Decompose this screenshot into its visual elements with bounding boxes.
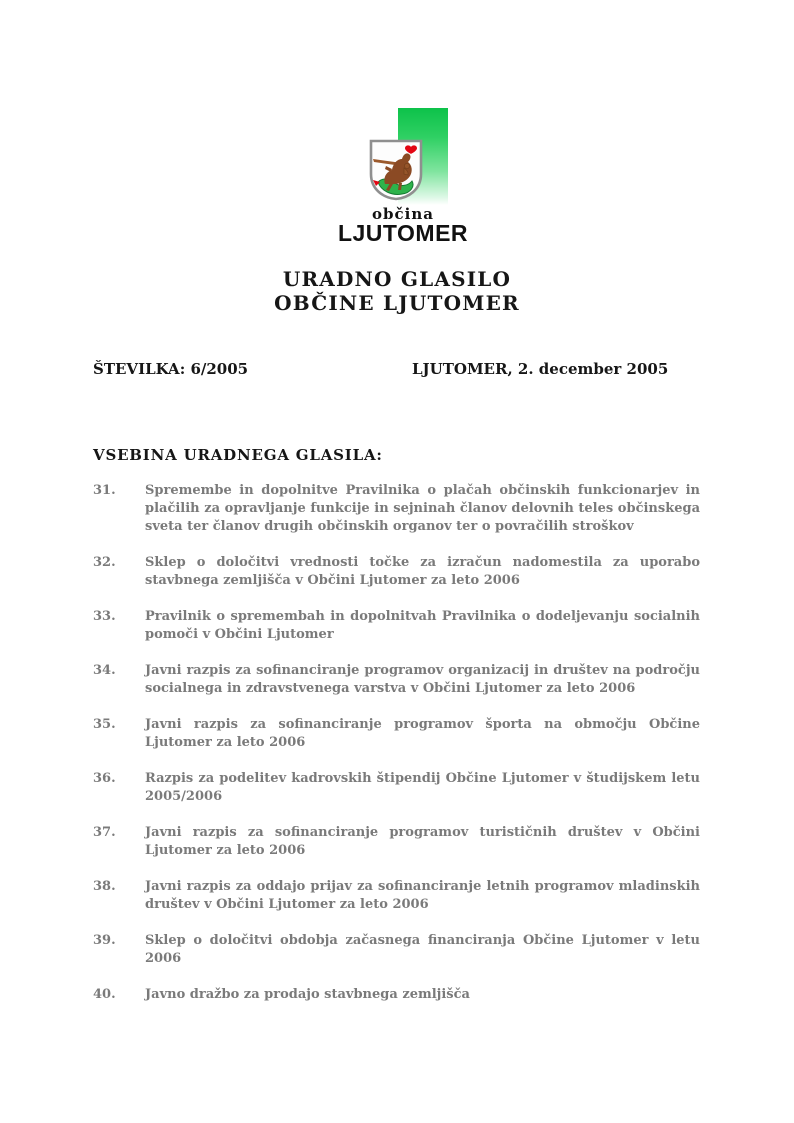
toc-item-number: 35. bbox=[93, 717, 116, 732]
toc-item bbox=[93, 482, 700, 536]
contents-list bbox=[93, 482, 700, 1022]
municipality-logo bbox=[337, 107, 469, 247]
toc-item-number: 32. bbox=[93, 555, 116, 570]
toc-item-text: Spremembe in dopolnitve Pravilnika o plačah občinskih funkcionarjev in plačilih za opravljanje funkcije in sejninah članov delovnih teles občinskega sveta ter članov drugih občinskih organov ter o povračilih stroškov bbox=[145, 483, 700, 534]
issue-meta-row bbox=[0, 360, 794, 380]
toc-item-text: Javni razpis za sofinanciranje programov organizacij in društev na področju socialnega in zdravstvenega varstva v Občini Ljutomer za leto 2006 bbox=[145, 663, 700, 696]
toc-item bbox=[93, 878, 700, 914]
issue-number: ŠTEVILKA: 6/2005 bbox=[93, 360, 249, 378]
toc-item-text: Javni razpis za sofinanciranje programov športa na območju Občine Ljutomer za leto 2006 bbox=[145, 717, 700, 750]
toc-item-number: 33. bbox=[93, 609, 116, 624]
document-title-line1: URADNO GLASILO bbox=[282, 267, 512, 291]
toc-item-text: Javno dražbo za prodajo stavbnega zemljišča bbox=[145, 987, 470, 1002]
toc-item-number: 31. bbox=[93, 483, 116, 498]
toc-item-number: 34. bbox=[93, 663, 116, 678]
logo-municipality-label: občina bbox=[372, 205, 434, 223]
toc-item-text: Javni razpis za oddajo prijav za sofinanciranje letnih programov mladinskih društev v Občini Ljutomer za leto 2006 bbox=[145, 879, 700, 912]
toc-item-text: Sklep o določitvi obdobja začasnega financiranja Občine Ljutomer v letu 2006 bbox=[145, 933, 700, 966]
logo-municipality-name: LJUTOMER bbox=[337, 220, 469, 246]
toc-item-text: Sklep o določitvi vrednosti točke za izračun nadomestila za uporabo stavbnega zemljišča v Občini Ljutomer za leto 2006 bbox=[145, 555, 700, 588]
toc-item bbox=[93, 932, 700, 968]
toc-item-number: 37. bbox=[93, 825, 116, 840]
toc-item-number: 36. bbox=[93, 771, 116, 786]
toc-item-number: 39. bbox=[93, 933, 116, 948]
toc-item-text: Razpis za podelitev kadrovskih štipendij Občine Ljutomer v študijskem letu 2005/2006 bbox=[145, 771, 700, 804]
toc-item-text: Pravilnik o spremembah in dopolnitvah Pravilnika o dodeljevanju socialnih pomoči v Občini Ljutomer bbox=[145, 609, 700, 642]
document-title bbox=[0, 267, 794, 315]
contents-heading: VSEBINA URADNEGA GLASILA: bbox=[93, 446, 383, 464]
toc-item bbox=[93, 824, 700, 860]
toc-item bbox=[93, 608, 700, 644]
document-title-line2: OBČINE LJUTOMER bbox=[274, 291, 520, 315]
toc-item bbox=[93, 770, 700, 806]
toc-item-text: Javni razpis za sofinanciranje programov turističnih društev v Občini Ljutomer za leto 2006 bbox=[145, 825, 700, 858]
coat-of-arms-icon bbox=[366, 138, 426, 202]
toc-item-number: 38. bbox=[93, 879, 116, 894]
toc-item bbox=[93, 986, 700, 1004]
toc-item bbox=[93, 662, 700, 698]
toc-item-number: 40. bbox=[93, 987, 116, 1002]
place-date: LJUTOMER, 2. december 2005 bbox=[412, 360, 669, 378]
toc-item bbox=[93, 716, 700, 752]
toc-item bbox=[93, 554, 700, 590]
